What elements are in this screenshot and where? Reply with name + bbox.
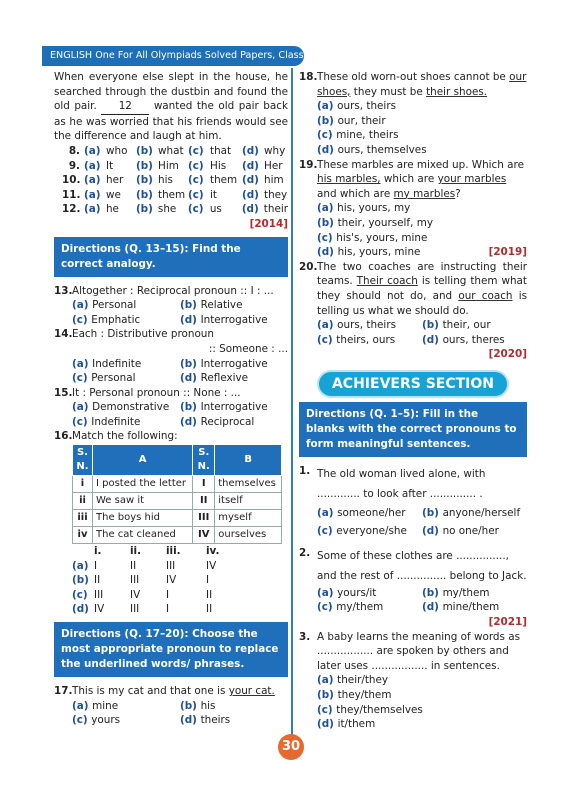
options-17: (a) mine (b) his (c) yours (d) theirs (72, 699, 231, 727)
left-column: When everyone else slept in the house, he searched through the dustbin and found the old pair. 12 wanted the old pair back as he was worried that his friends would see the difference and laugh at him. 8. (a) who (b) what (c) that (d) why 9. (a) It (b) Him (c) His (d) Her 10. (a) her (b) his (c) them (d) him 11. (a) we (b) them (c) it (d) they 12. (a) he (b) she (c) us (d) their [2014] Directions (Q. 13–15): Find the correct analogy. 13. Altogether : Reciprocal pronoun :: I : ... (a) Personal (b) Relative (c) Emphatic (d) Interrogative 14. Each : Distributive pronoun :: Someone : ... (a) Indefinite (b) Interrogative (c) Personal (d) Reflexive 15. It : Personal pronoun :: None : ... (a) Demonstrative (b) Interrogative (c) Indefinite (d) Reciprocal 16. Match the following: S. N. A S. N. B i I posted the letter I themselves ii We saw it II itself iii The boys hid III myself iv The cat cleaned IV ourselves i. ii. iii. iv. (a) I II III IV (b) II III IV I (c) III IV I II (d) IV III I II Directions (Q. 17–20): Choose the most appropriate pronoun to replace the underlined words/ phrases. 17. This is my cat and that one is your cat. (a) mine (b) his (c) yours (d) theirs (54, 71, 288, 727)
table-row: iii The boys hid III myself (73, 510, 282, 527)
options-14: (a) Indefinite (b) Interrogative (c) Personal (d) Reflexive (72, 357, 268, 385)
table-row: ii We saw it II itself (73, 493, 282, 510)
right-column (299, 70, 527, 732)
page-number: 30 (278, 734, 304, 760)
directions-box: Directions (Q. 13–15): Find the correct analogy. (54, 237, 288, 277)
achievers-question-3: 3. A baby learns the meaning of words as ................. are spoken by others and later uses ................. in sentences. (299, 630, 521, 672)
achievers-question-2: 2. Some of these clothes are ..............., and the rest of ............... belong to Jack. (299, 546, 527, 582)
options-8-12 (62, 144, 288, 217)
passage-blank: 12 (101, 99, 149, 115)
directions-box: Directions (Q. 1–5): Fill in the blanks with the correct pronouns to form meaningful sentences. (299, 402, 527, 457)
passage: When everyone else slept in the house, he searched through the dustbin and found the old pair. 12 wanted the old pair back as he was worried that his friends would see the difference and laugh at him. (54, 71, 288, 143)
match-option-row: (b) II III IV I (72, 574, 210, 587)
question-17: 17. This is my cat and that one is your cat. (54, 685, 275, 698)
directions-box: Directions (Q. 17–20): Choose the most appropriate pronoun to replace the underlined words/ phrases. (54, 622, 288, 677)
year-tag: [2021] (488, 616, 527, 629)
column-divider (291, 68, 293, 748)
achievers-section-banner: ACHIEVERS SECTION (319, 372, 507, 396)
year-tag: [2020] (488, 348, 527, 361)
option-row: 12. (a) he (b) she (c) us (d) their (62, 203, 288, 216)
question-15: 15. It : Personal pronoun :: None : ... (54, 386, 241, 399)
table-row: iv The cat cleaned IV ourselves (73, 527, 282, 544)
options-20: (a) ours, theirs (b) their, our (c) theirs, ours (d) ours, theres (317, 319, 505, 346)
table-header: S. N. A S. N. B (73, 445, 282, 476)
options-19: (a) his, yours, my (b) their, yourself, my (c) his's, yours, mine (d) his, yours, mine [2019] (317, 202, 527, 259)
year-tag: [2019] (488, 246, 527, 259)
option-row: 9. (a) It (b) Him (c) His (d) Her (68, 159, 283, 172)
question-16: 16. Match the following: (54, 430, 178, 443)
year-tag: [2014] (249, 217, 288, 230)
options-a1: (a) someone/her (b) anyone/herself (c) everyone/she (d) no one/her (317, 506, 521, 537)
achievers-question-1: 1. The old woman lived alone, with ............. to look after .............. . (299, 464, 486, 500)
question-20: 20. The two coaches are instructing their teams. Their coach is telling them what they should not do, and our coach is telling us what we should do. (299, 260, 527, 317)
option-row: 11. (a) we (b) them (c) it (d) they (62, 188, 288, 201)
options-18: (a) ours, theirs (b) our, their (c) mine, theirs (d) ours, themselves (317, 100, 427, 156)
match-options (72, 544, 288, 617)
options-13: (a) Personal (b) Relative (c) Emphatic (d) Interrogative (72, 299, 268, 326)
options-a2: (a) yours/it (b) my/them (c) my/them (d) mine/them (317, 586, 500, 614)
match-table (72, 444, 282, 544)
match-option-row: (d) IV III I II (72, 603, 213, 616)
table-row: i I posted the letter I themselves (73, 476, 282, 493)
question-18: 18. These old worn-out shoes cannot be our shoes, they must be their shoes. (299, 71, 527, 98)
match-option-row: (a) I II III IV (72, 559, 217, 572)
question-13: 13. Altogether : Reciprocal pronoun :: I : ... (54, 284, 274, 297)
header-title: ENGLISH One For All Olympiads Solved Papers, Class-5 (50, 50, 314, 61)
question-19: 19. These marbles are mixed up. Which are his marbles, which are your marbles and which are my marbles? (299, 158, 524, 200)
question-14: 14. Each : Distributive pronoun (54, 328, 214, 341)
option-row: 8. (a) who (b) what (c) that (d) why (68, 144, 286, 157)
options-a3: (a) their/they (b) they/them (c) they/themselves (d) it/them (317, 674, 423, 731)
match-option-row: (c) III IV I II (72, 588, 213, 601)
options-15: (a) Demonstrative (b) Interrogative (c) Indefinite (d) Reciprocal (72, 401, 268, 428)
match-header: i. ii. iii. iv. (94, 545, 220, 558)
option-row: 10. (a) her (b) his (c) them (d) him (62, 174, 284, 187)
